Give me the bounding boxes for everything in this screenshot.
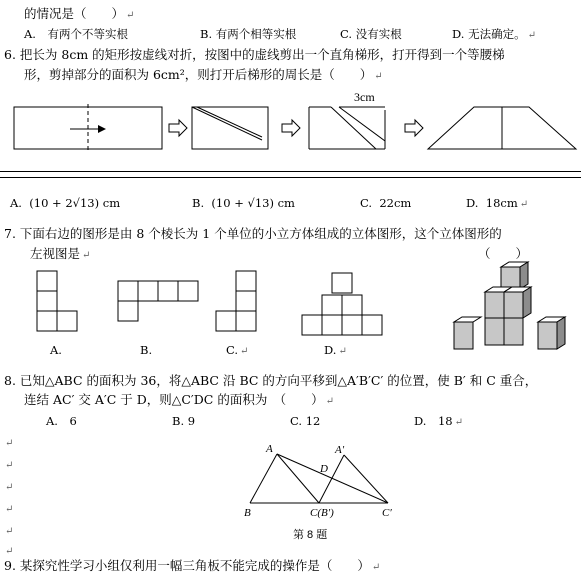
q6-option-a: A. (10 + 2√13) cm [10,196,121,210]
q8-option-b: B. 9 [172,414,196,428]
q8-line1: 8. 已知△ABC 的面积为 36，将△ABC 沿 BC 的方向平移到△A′B′C′ 的位置，使 B′ 和 C 重合， [4,373,538,388]
blank-line: ↵ [5,546,14,557]
q5-option-a: A. 有两个不等实根 [24,27,128,41]
q8-label-c-b-prime: C(B′) [310,507,334,519]
q8-option-d: D. 18 ↵ [414,414,463,428]
q5-option-c: C. 没有实根 [340,27,402,41]
q7-view-c [216,271,256,331]
q6-figure [0,86,581,158]
blank-line: ↵ [5,460,14,471]
blank-line: ↵ [5,438,14,449]
q7-line2: 左视图是 ↵ [30,246,91,261]
q6-option-b: B. (10 + √13) cm [192,196,295,210]
q7-option-b-letter: B. [140,343,153,357]
blank-line: ↵ [5,482,14,493]
q8-line2: 连结 AC′ 交 A′C 于 D，则△C′DC 的面积为 （ ） ↵ [24,392,334,407]
q6-hollow-arrow-1 [169,120,187,136]
q7-view-a [37,271,77,331]
q6-fig-label: 3cm [354,90,375,104]
q6-arrow-head [98,125,106,133]
q7-option-c-letter: C. ↵ [226,343,249,357]
q7-view-d [302,273,382,335]
q6-option-d: D. 18cm ↵ [466,196,529,210]
divider-line-1 [0,171,581,172]
q7-view-b [118,281,198,321]
q6-hollow-arrow-3 [405,120,423,136]
q9-line1: 9. 某探究性学习小组仅利用一幅三角板不能完成的操作是（ ） ↵ [4,558,381,573]
blank-line: ↵ [5,504,14,515]
q6-hollow-arrow-2 [282,120,300,136]
q7-option-d-letter: D. ↵ [324,343,347,357]
q8-option-c: C. 12 [290,414,321,428]
q8-figure-caption: 第 8 题 [293,529,328,541]
q8-label-c-prime: C′ [382,507,392,519]
q7-cube-stack [450,262,575,357]
q8-label-a-prime: A′ [335,444,345,456]
q5-option-b: B. 有两个相等实根 [200,27,297,41]
q7-answer-paren: （ ） [478,246,529,261]
q5-option-d: D. 无法确定。 ↵ [452,27,537,41]
q6-option-c: C. 22cm [360,196,412,210]
q7-line1: 7. 下面右边的图形是由 8 个棱长为 1 个单位的小立方体组成的立体图形，这个立体图形的 [4,226,502,241]
q8-option-a: A. 6 [46,414,77,428]
q8-figure [0,438,581,548]
q5-tail: 的情况是（ ） ↵ [24,6,135,21]
q7-option-a-letter: A. [50,343,62,357]
blank-line: ↵ [5,526,14,537]
q6-line2: 形，剪掉部分的面积为 6cm²，则打开后梯形的周长是（ ） ↵ [24,67,383,82]
q8-label-a: A [266,443,273,455]
q8-label-d: D [320,463,328,475]
q6-folded-rect [192,107,268,149]
divider-line-2 [0,177,581,178]
q6-line1: 6. 把长为 8cm 的矩形按虚线对折，按图中的虚线剪出一个直角梯形，打开得到一个等腰梯 [4,47,505,62]
q7-views [0,266,450,366]
q8-label-b: B [244,507,251,519]
